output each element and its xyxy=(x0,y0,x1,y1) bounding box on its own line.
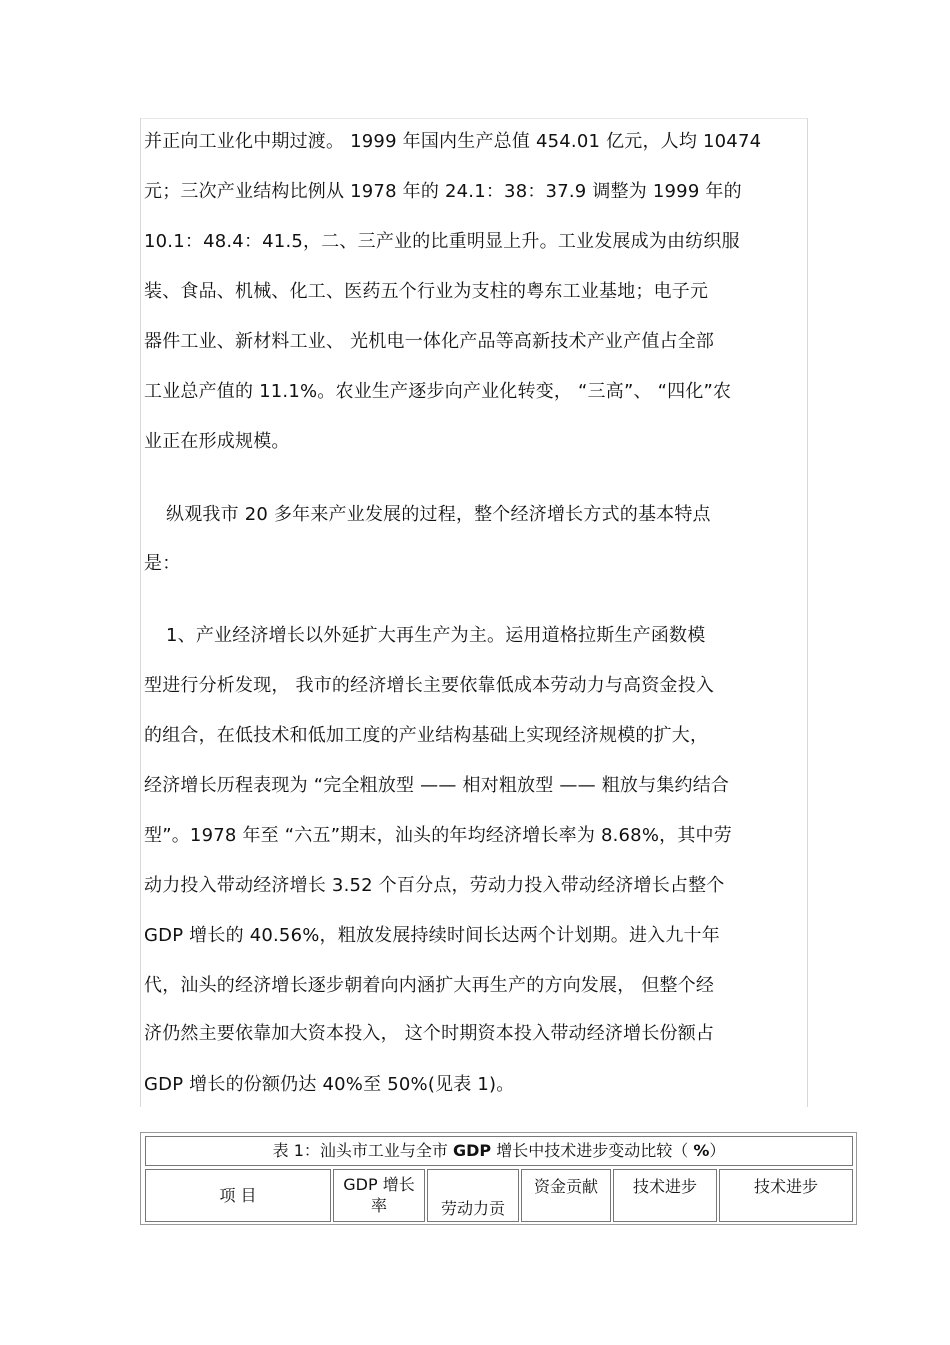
paragraph-line: 业正在形成规模。 xyxy=(144,431,290,452)
caption-text: 增长中技术进步变动比较（ xyxy=(491,1141,694,1160)
header-tech-1-label: 技术进步 xyxy=(632,1177,697,1196)
header-item xyxy=(145,1169,331,1222)
header-gdp-growth-line2: 率 xyxy=(370,1196,387,1215)
header-capital xyxy=(521,1169,611,1222)
paragraph-line: 元；三次产业结构比例从 1978 年的 24.1：38：37.9 调整为 1999 年的 xyxy=(144,181,742,202)
paragraph-line: 经济增长历程表现为 “完全粗放型 —— 相对粗放型 —— 粗放与集约结合 xyxy=(144,775,730,796)
header-labor xyxy=(427,1169,519,1222)
caption-unit: % xyxy=(693,1141,710,1160)
paragraph-line: 型进行分析发现， 我市的经济增长主要依靠低成本劳动力与高资金投入 xyxy=(144,675,715,696)
caption-text: 表 1：汕头市工业与全市 xyxy=(272,1141,453,1160)
caption-text: ） xyxy=(709,1141,726,1160)
paragraph-line: 1、产业经济增长以外延扩大再生产为主。运用道格拉斯生产函数模 xyxy=(166,625,706,646)
paragraph-line: 并正向工业化中期过渡。 1999 年国内生产总值 454.01 亿元，人均 10474 xyxy=(144,131,762,152)
paragraph-line: 装、食品、机械、化工、医药五个行业为支柱的粤东工业基地；电子元 xyxy=(144,281,709,302)
header-labor-label: 劳动力贡 xyxy=(440,1199,505,1218)
table-caption xyxy=(145,1136,853,1166)
caption-gdp: GDP xyxy=(452,1141,492,1160)
header-gdp-growth-line1: GDP 增长 xyxy=(343,1175,415,1194)
paragraph-line: GDP 增长的份额仍达 40%至 50%(见表 1)。 xyxy=(144,1074,515,1095)
paragraph-line: 型”。1978 年至 “六五”期末，汕头的年均经济增长率为 8.68%，其中劳 xyxy=(144,825,732,846)
header-tech-2-label: 技术进步 xyxy=(753,1177,818,1196)
paragraph-line: 是： xyxy=(144,553,181,574)
data-table xyxy=(140,1132,857,1225)
paragraph-line: 器件工业、新材料工业、 光机电一体化产品等高新技术产业产值占全部 xyxy=(144,331,715,352)
paragraph-line: 的组合，在低技术和低加工度的产业结构基础上实现经济规模的扩大， xyxy=(144,725,709,746)
paragraph-line: 动力投入带动经济增长 3.52 个百分点，劳动力投入带动经济增长占整个 xyxy=(144,875,725,896)
paragraph-line: 工业总产值的 11.1%。农业生产逐步向产业化转变， “三高”、 “四化”农 xyxy=(144,381,732,402)
paragraph-line: 纵观我市 20 多年来产业发展的过程，整个经济增长方式的基本特点 xyxy=(166,504,711,525)
paragraph-line: 代，汕头的经济增长逐步朝着向内涵扩大再生产的方向发展， 但整个经 xyxy=(144,975,715,996)
paragraph-line: 济仍然主要依靠加大资本投入， 这个时期资本投入带动经济增长份额占 xyxy=(144,1023,715,1044)
header-tech-2 xyxy=(719,1169,853,1222)
header-item-label: 项 目 xyxy=(219,1186,257,1205)
header-tech-1 xyxy=(613,1169,717,1222)
header-capital-label: 资金贡献 xyxy=(533,1177,598,1196)
paragraph-line: 10.1：48.4：41.5，二、三产业的比重明显上升。工业发展成为由纺织服 xyxy=(144,231,740,252)
paragraph-line: GDP 增长的 40.56%，粗放发展持续时间长达两个计划期。进入九十年 xyxy=(144,925,720,946)
page-frame xyxy=(140,118,808,1107)
header-gdp-growth xyxy=(333,1169,425,1222)
